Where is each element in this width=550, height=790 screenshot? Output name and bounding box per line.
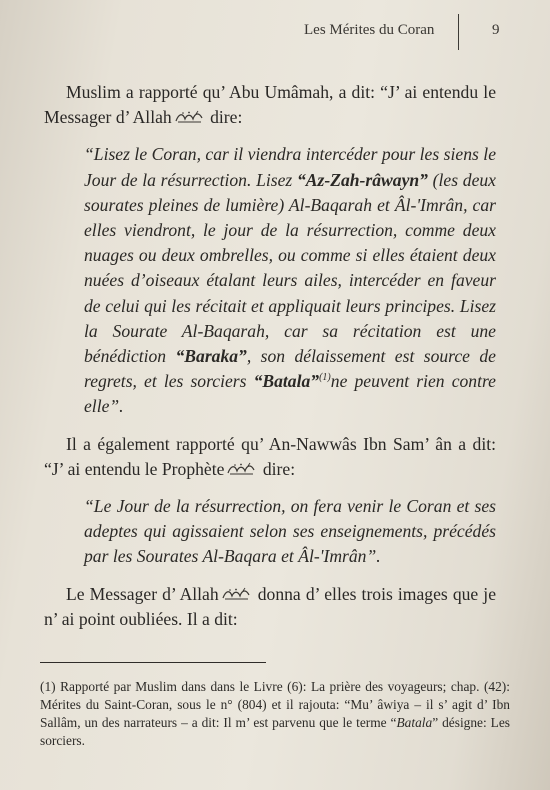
paragraph-1-text-end: dire: — [205, 107, 243, 128]
footnote-text: (1) Rapporté par Muslim dans dans le Livre (6): La prière des voyageurs; chap. (42): Mérites du Saint-Coran, sous le n° (804) et il rajouta: “Mu’ âwiya – il s’ agit d’ Ibn Sallâm, un des narrateurs – a dit: Il m’ est parvenu que le terme “ — [40, 679, 510, 730]
footnote-separator — [40, 662, 266, 663]
quote-1-text: “Lisez le Coran, car il viendra intercéder pour les siens le Jour de la résurrection. Lisez — [84, 144, 496, 190]
running-header-title: Les Mérites du Coran — [304, 22, 435, 38]
salawat-calligraphy-icon — [221, 587, 251, 601]
quote-1-term-zahrawayn: “Az-Zah-râwayn” — [296, 169, 428, 190]
salawat-calligraphy-icon — [174, 110, 204, 124]
quote-1-text-2: (les deux sourates pleines de lumière) Al-Baqarah et Âl-'Imrân, car elles viendront, le jour de la résurrection, comme deux nuages ou deux ombrelles, ou comme si elles étaient deux nuées d’oiseaux étalant leurs ailes, intercéder en faveur de celui qui les récitait et appliquait leurs principes. Lisez la Sourate Al-Baqarah, car sa récitation est une bénédiction — [84, 169, 496, 367]
quote-1-text-3: , son délaissement est source de regrets, et les sorciers — [84, 346, 496, 392]
footnote-reference-mark: (1) — [319, 372, 331, 384]
paragraph-1 — [44, 80, 496, 130]
paragraph-1-text: Muslim a rapporté qu’ Abu Umâmah, a dit: “J’ ai entendu le Messager d’ Allah — [44, 82, 496, 128]
quote-1-text-4: ne peuvent rien contre elle”. — [84, 371, 496, 417]
header-divider — [458, 14, 459, 50]
footnote-1 — [40, 678, 510, 750]
footnote-text-end: ” désigne: Les sorciers. — [40, 715, 510, 748]
footnote-term-batala: Batala — [396, 715, 433, 730]
paragraph-2-text: Il a également rapporté qu’ An-Nawwâs Ibn Sam’ ân a dit: “J’ ai entendu le Prophète — [44, 433, 496, 479]
paragraph-2-text-end: dire: — [258, 458, 296, 479]
salawat-calligraphy-icon — [226, 462, 256, 476]
hadith-quote-2: “Le Jour de la résurrection, on fera venir le Coran et ses adeptes qui agissaient selon ses enseignements, précédés par les Sourates Al-Baqara et Âl-'Imrân”. — [84, 496, 496, 567]
paragraph-3 — [44, 582, 496, 632]
hadith-quote-1 — [84, 142, 496, 419]
page-number: 9 — [492, 22, 500, 38]
paragraph-3-text: Le Messager d’ Allah — [66, 583, 219, 604]
paragraph-2 — [44, 432, 496, 482]
main-text — [44, 80, 496, 632]
quote-1-term-batala: “Batala” — [253, 371, 320, 392]
quote-1-term-baraka: “Baraka” — [175, 346, 247, 367]
paragraph-3-text-end: donna d’ elles trois images que je n’ ai point oubliées. Il a dit: — [44, 583, 496, 629]
